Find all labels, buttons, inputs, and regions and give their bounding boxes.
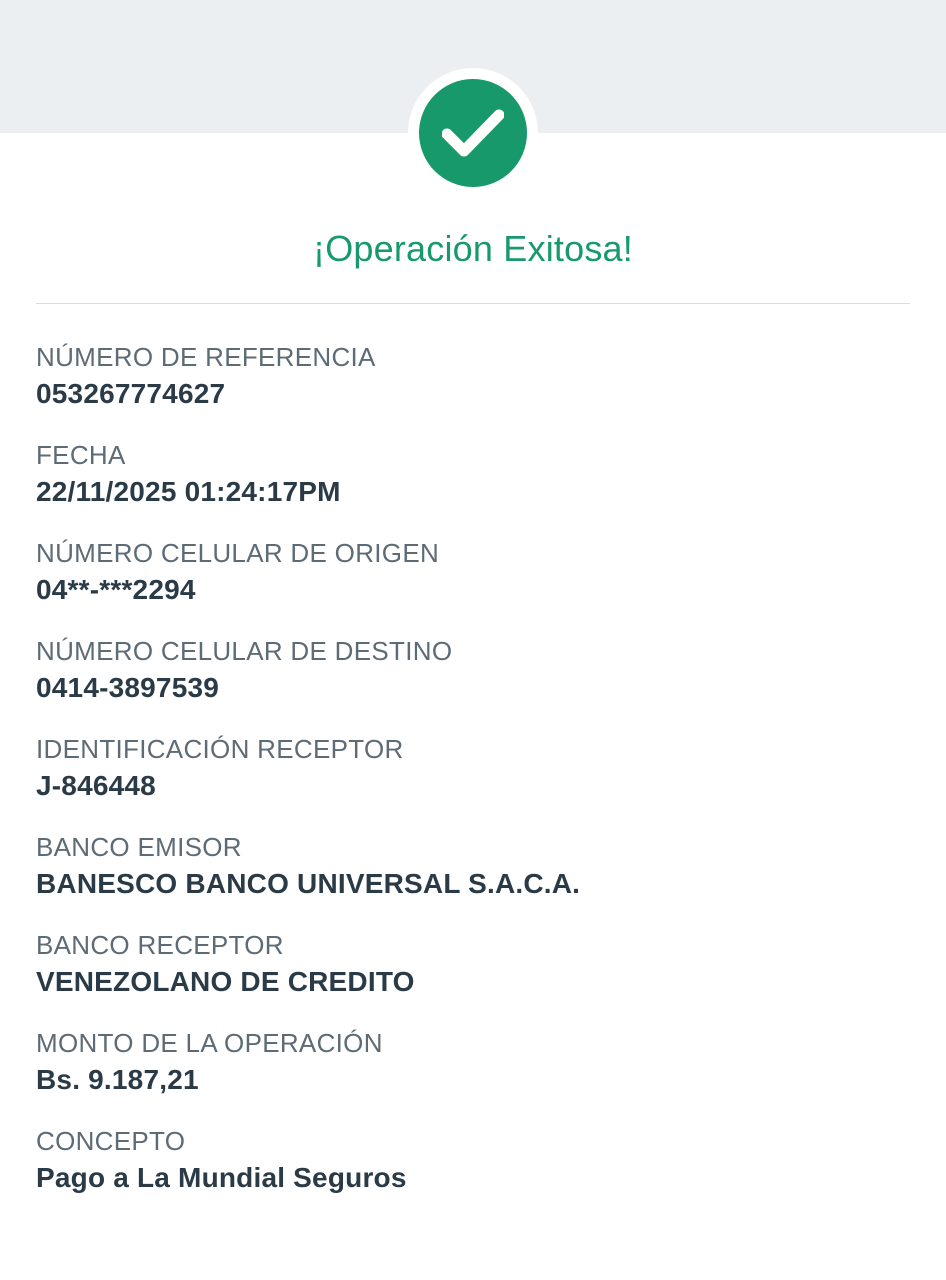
check-circle-icon [419, 79, 527, 187]
field-value: Bs. 9.187,21 [36, 1064, 199, 1095]
field-value: J-846448 [36, 770, 156, 801]
field-label: NÚMERO CELULAR DE ORIGEN [36, 538, 440, 568]
field-label: NÚMERO CELULAR DE DESTINO [36, 636, 453, 666]
field-banco-emisor [36, 830, 916, 903]
field-value: 22/11/2025 01:24:17PM [36, 476, 341, 507]
field-value: 053267774627 [36, 378, 226, 409]
field-label: BANCO RECEPTOR [36, 930, 284, 960]
field-fecha [36, 438, 916, 511]
success-badge [408, 68, 538, 198]
page-title: ¡Operación Exitosa! [313, 228, 633, 269]
field-identificacion-receptor [36, 732, 916, 805]
field-numero-celular-de-origen [36, 536, 916, 609]
field-label: CONCEPTO [36, 1126, 186, 1156]
field-numero-celular-de-destino [36, 634, 916, 707]
field-monto-de-la-operacion [36, 1026, 916, 1099]
field-label: MONTO DE LA OPERACIÓN [36, 1028, 383, 1058]
field-value: Pago a La Mundial Seguros [36, 1162, 407, 1193]
field-label: BANCO EMISOR [36, 832, 242, 862]
field-value: BANESCO BANCO UNIVERSAL S.A.C.A. [36, 868, 581, 899]
field-label: FECHA [36, 440, 126, 470]
field-label: IDENTIFICACIÓN RECEPTOR [36, 734, 404, 764]
receipt-fields [36, 340, 916, 1197]
field-label: NÚMERO DE REFERENCIA [36, 342, 376, 372]
divider [36, 303, 910, 304]
field-value: VENEZOLANO DE CREDITO [36, 966, 415, 997]
field-value: 04**-***2294 [36, 574, 196, 605]
field-numero-de-referencia [36, 340, 916, 413]
field-concepto [36, 1124, 916, 1197]
field-banco-receptor [36, 928, 916, 1001]
field-value: 0414-3897539 [36, 672, 220, 703]
